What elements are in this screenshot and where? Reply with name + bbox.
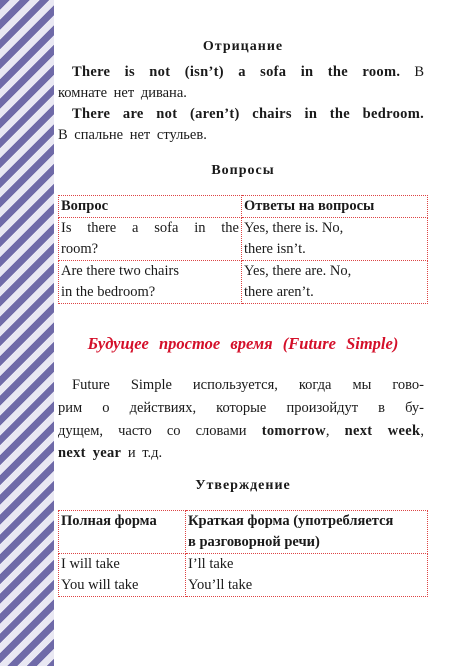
negation-heading: Отрицание [202,39,284,54]
keyword-tomorrow: tomorrow [261,423,326,439]
keyword-next-week: next week [344,423,421,439]
table-row [59,554,428,597]
decorative-side-stripe [0,0,54,666]
negation-sentence-1-ru-a: В [414,64,424,80]
questions-col-header-question: Вопрос [59,196,242,218]
future-paragraph-line-2: рим о действиях, которые произойдут в бу- [58,400,424,416]
negation-sentence-2-en: There are not (aren’t) chairs in the bedroom. [72,106,424,122]
affirm-full-cell: I will take You will take [59,554,186,597]
table-row [59,261,428,304]
affirm-short-cell: I’ll take You’ll take [186,554,428,597]
negation-sentence-1-en: There is not (isn’t) a sofa in the room. [72,64,401,80]
questions-heading: Вопросы [211,163,275,178]
affirmative-heading: Утверждение [195,478,291,493]
negation-example-1 [72,62,424,83]
questions-table [58,195,428,304]
question-1-cell: Is there a sofa in the room? [59,218,242,261]
table-row [59,218,428,261]
question-2-cell: Are there two chairs in the bedroom? [59,261,242,304]
negation-example-1-ru: комнате нет дивана. [58,85,187,101]
table-row [59,511,428,554]
negation-example-2 [72,104,424,125]
future-paragraph-line-3: дущем, часто со словами tomorrow, next week, [58,423,425,439]
affirm-col-header-short: Краткая форма (употребляется в разговорной речи) [186,511,428,554]
future-simple-heading: Будущее простое время (Future Simple) [87,334,399,353]
negation-example-2-ru: В спальне нет стульев. [58,127,207,143]
table-row [59,196,428,218]
keyword-next-year: next year [58,445,122,461]
questions-col-header-answers: Ответы на вопросы [242,196,428,218]
future-paragraph-line-4: next year и т.д. [58,445,163,461]
answer-2-cell: Yes, there are. No, there aren’t. [242,261,428,304]
future-paragraph-line-1: Future Simple используется, когда мы гово- [72,377,424,393]
affirmative-table [58,510,428,597]
affirm-col-header-full: Полная форма [59,511,186,554]
answer-1-cell: Yes, there is. No, there isn’t. [242,218,428,261]
